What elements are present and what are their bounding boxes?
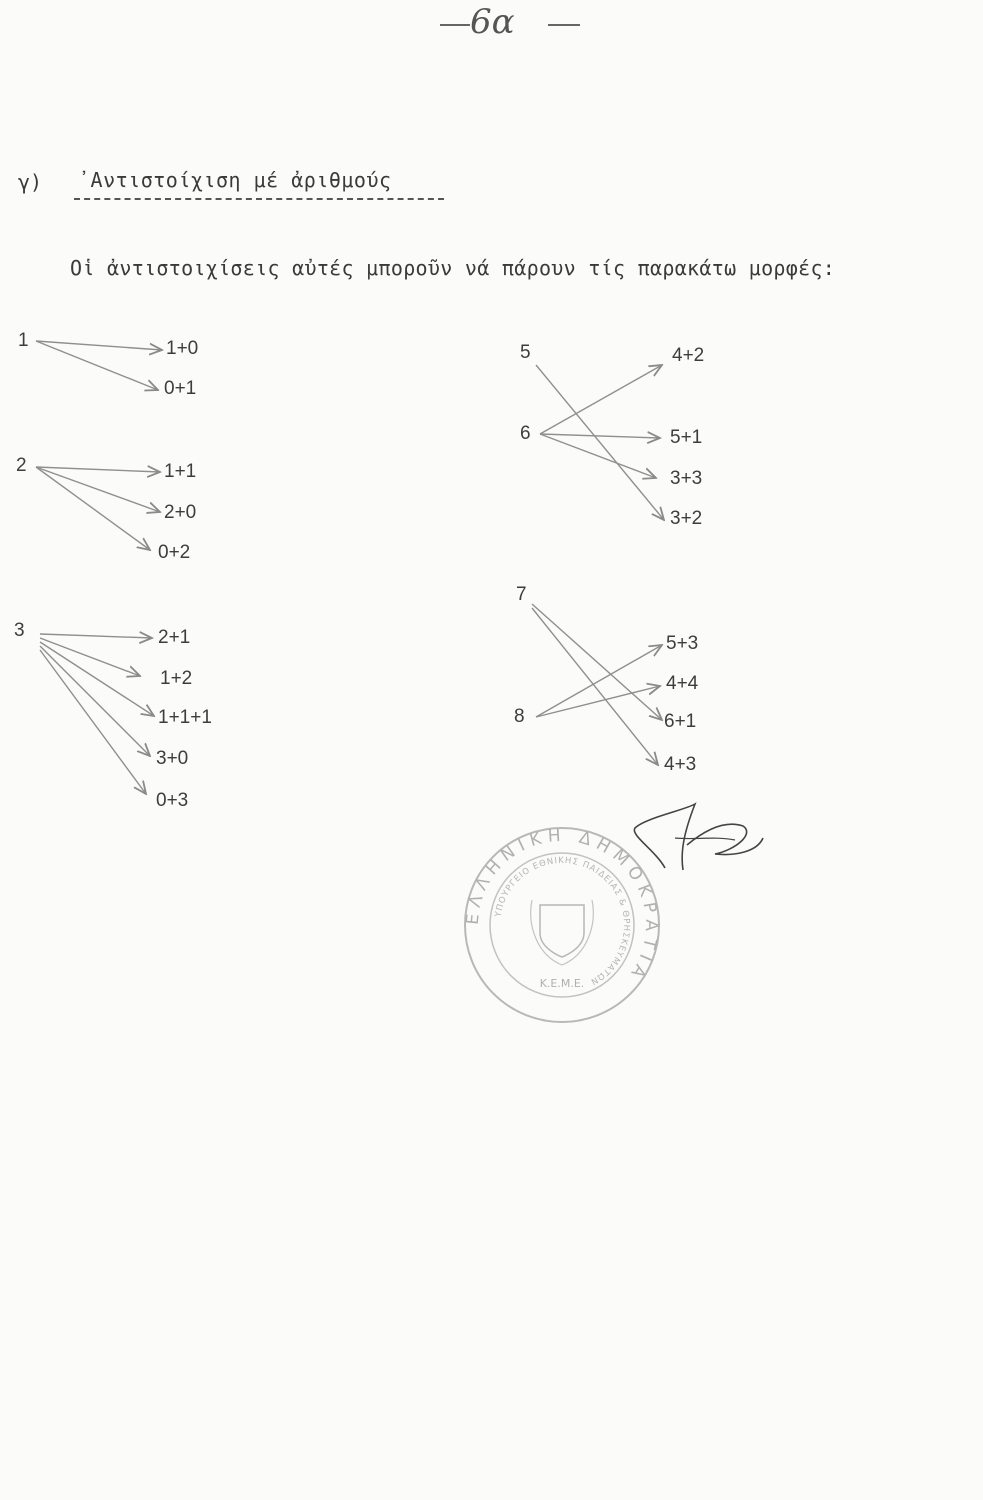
arrow-3-to-3p0	[40, 646, 150, 756]
target-3p3: 3+3	[670, 468, 703, 489]
source-5: 5	[520, 342, 531, 363]
target-4p4: 4+4	[666, 673, 699, 694]
target-5p1: 5+1	[670, 427, 703, 448]
target-2p1: 2+1	[158, 627, 191, 648]
seal-ring-text: ΕΛΛΗΝΙΚΗ ΔΗΜΟΚΡΑΤΙΑ	[462, 825, 662, 987]
target-4p2: 4+2	[672, 345, 705, 366]
section-letter: γ)	[18, 170, 43, 194]
target-6p1: 6+1	[664, 711, 697, 732]
arrow-7-to-4p3	[532, 608, 658, 765]
section-title: ᾿Αντιστοίχιση μέ ἀριθμούς	[78, 168, 392, 192]
arrow-2-to-0p2	[36, 467, 150, 550]
svg-text:ΥΠΟΥΡΓΕΙΟ ΕΘΝΙΚΗΣ ΠΑΙΔΕΙΑΣ & Θ	[493, 856, 631, 987]
arrow-3-to-2p1	[40, 634, 152, 638]
target-0p3: 0+3	[156, 790, 189, 811]
target-2p0: 2+0	[164, 502, 197, 523]
page-number: 6α	[470, 2, 515, 42]
arrow-7-to-6p1	[532, 604, 662, 720]
official-seal	[462, 825, 662, 1035]
source-2: 2	[16, 455, 27, 476]
arrow-5-to-3p2	[536, 365, 664, 520]
arrow-2-to-1p1	[36, 467, 160, 472]
target-5p3: 5+3	[666, 633, 699, 654]
target-1p1: 1+1	[164, 461, 197, 482]
source-8: 8	[514, 706, 525, 727]
intro-text: Οἱ ἀντιστοιχίσεις αὐτές μποροῦν νά πάρουν τίς παρακάτω μορφές:	[70, 256, 836, 280]
source-3: 3	[14, 620, 25, 641]
seal-inner-text: ΥΠΟΥΡΓΕΙΟ ΕΘΝΙΚΗΣ ΠΑΙΔΕΙΑΣ & ΘΡΗΣΚΕΥΜΑΤΩΝ	[493, 855, 632, 987]
arrow-8-to-5p3	[536, 645, 662, 717]
target-1p2: 1+2	[160, 668, 193, 689]
source-6: 6	[520, 423, 531, 444]
target-3p2: 3+2	[670, 508, 703, 529]
target-1p1p1: 1+1+1	[158, 707, 212, 728]
seal-bottom-text: Κ.Ε.Μ.Ε.	[539, 977, 585, 990]
target-4p3: 4+3	[664, 754, 697, 775]
target-1p0: 1+0	[166, 338, 199, 359]
target-3p0: 3+0	[156, 748, 189, 769]
target-0p1: 0+1	[164, 378, 197, 399]
arrow-6-to-4p2	[540, 365, 662, 434]
source-7: 7	[516, 584, 527, 605]
arrow-3-to-1p1p1	[40, 642, 154, 716]
arrow-6-to-5p1	[540, 434, 660, 438]
source-1: 1	[18, 330, 29, 351]
arrow-2-to-2p0	[36, 467, 160, 512]
target-0p2: 0+2	[158, 542, 191, 563]
